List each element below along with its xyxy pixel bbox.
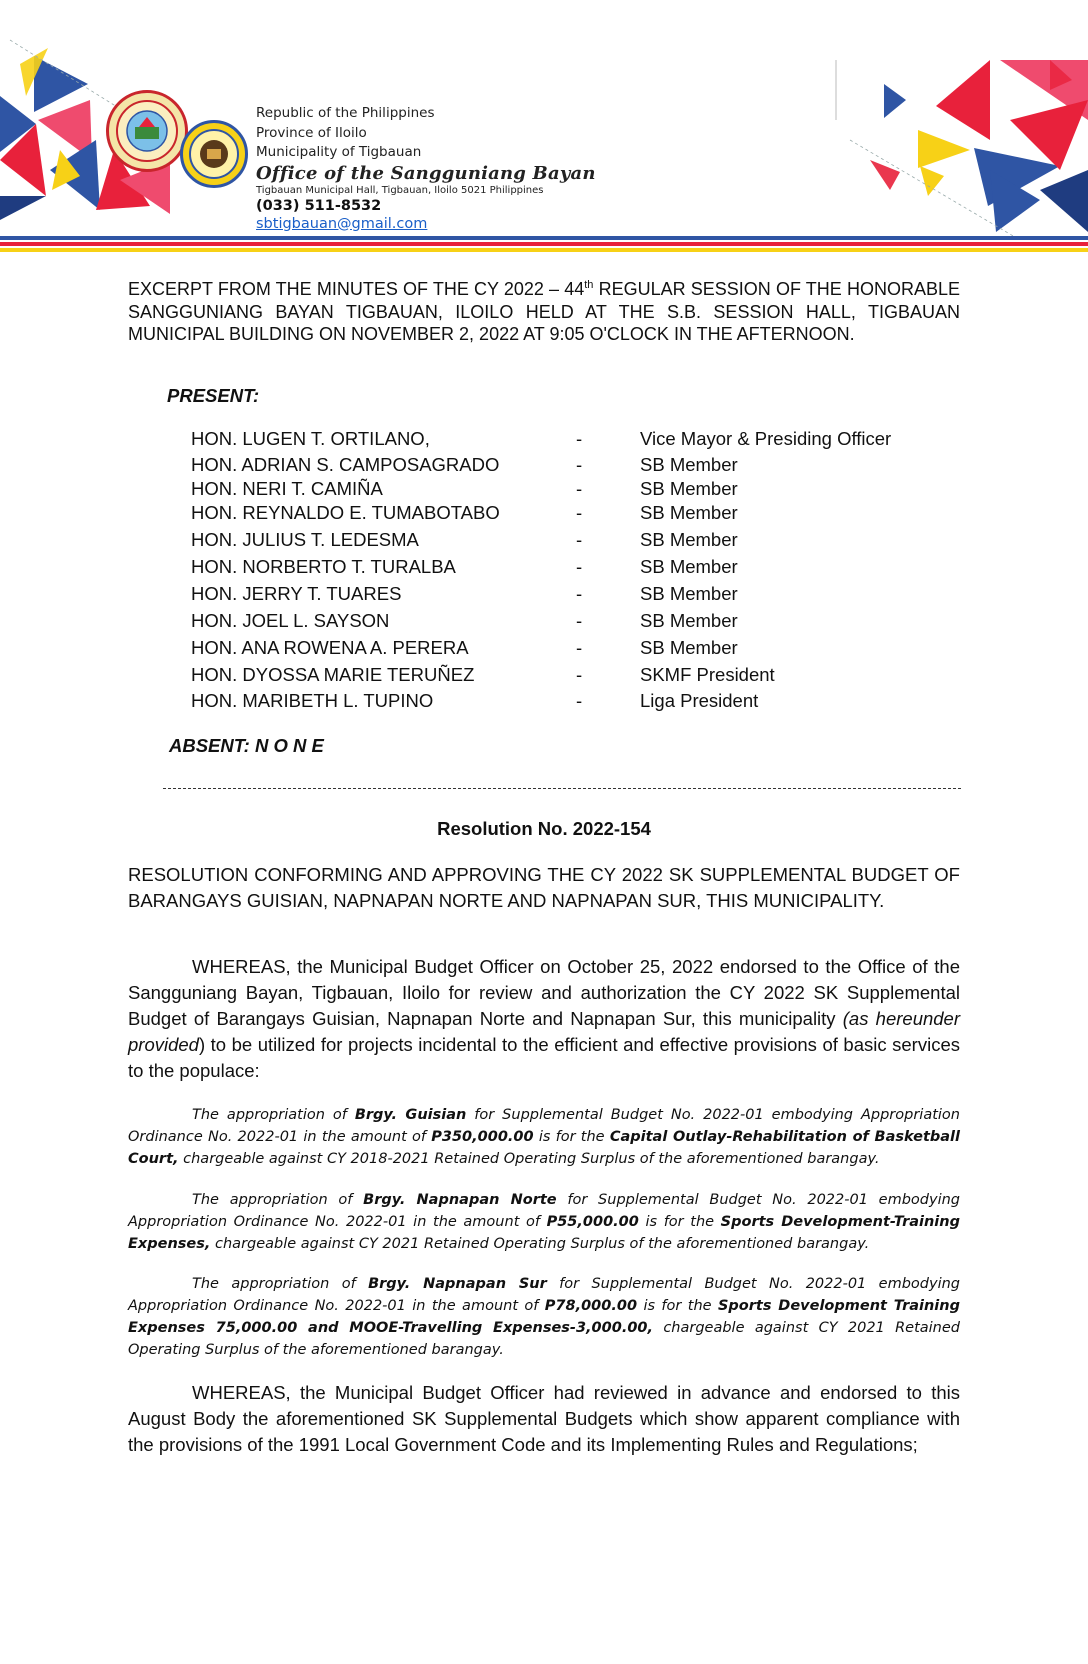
appropriation-napnapan-norte: The appropriation of Brgy. Napnapan Norte for Supplemental Budget No. 2022-01 embodying Appropriation Ordinance No. 2022-01 in the amount of P55,000.00 is for the Sports Development-Training Expenses, chargeable against CY 2021 Retained Operating Surplus of the aforementioned barangay. [128, 1192, 960, 1252]
resolution-number: Resolution No. 2022-154 [437, 818, 651, 839]
right-triangle-pattern [836, 60, 1088, 240]
country-line: Republic of the Philippines [256, 105, 435, 121]
office-address: Tigbauan Municipal Hall, Tigbauan, Iloilo 5021 Philippines [256, 184, 544, 196]
absent-line: ABSENT: N O N E [169, 735, 324, 756]
office-email-link[interactable]: sbtigbauan@gmail.com [256, 215, 428, 232]
present-heading: PRESENT: [167, 385, 260, 406]
municipality-seal [106, 90, 188, 172]
header-color-stripes [0, 236, 1088, 252]
section-divider [163, 788, 961, 789]
whereas-paragraph-1: WHEREAS, the Municipal Budget Officer on October 25, 2022 endorsed to the Office of the Sangguniang Bayan, Tigbauan, Iloilo for review and authorization the CY 2022 SK Supplemental Budget of Barangays Guisian, Napnapan Norte and Napnapan Sur, this municipality (as hereunder provided) to be utilized for projects incidental to the efficient and effective provisions of basic services to the populace: [128, 956, 961, 1081]
office-title: Office of the Sangguniang Bayan [256, 162, 596, 184]
appropriation-napnapan-sur: The appropriation of Brgy. Napnapan Sur for Supplemental Budget No. 2022-01 embodying Appropriation Ordinance No. 2022-01 in the amount of P78,000.00 is for the Sports Development Training Expenses 75,000.00 and MOOE-Travelling Expenses-3,000.00, chargeable against CY 2021 Retained Operating Surplus of the aforementioned barangay. [128, 1276, 960, 1358]
municipality-line: Municipality of Tigbauan [256, 144, 422, 160]
resolution-title: RESOLUTION CONFORMING AND APPROVING THE CY 2022 SK SUPPLEMENTAL BUDGET OF BARANGAYS GUISIAN, NAPNAPAN NORTE AND NAPNAPAN SUR, THIS MUNICIPALITY. [128, 864, 960, 911]
sangguniang-bayan-seal [180, 120, 248, 188]
letterhead [256, 104, 596, 233]
office-phone: (033) 511-8532 [256, 197, 382, 214]
whereas-paragraph-2: WHEREAS, the Municipal Budget Officer had reviewed in advance and endorsed to this August Body the aforementioned SK Supplemental Budgets which show apparent compliance with the provisions of the 1991 Local Government Code and its Implementing Rules and Regulations; [128, 1382, 960, 1455]
minutes-excerpt: EXCERPT FROM THE MINUTES OF THE CY 2022 – 44th REGULAR SESSION OF THE HONORABLE SANGGUNIANG BAYAN TIGBAUAN, ILOILO HELD AT THE S.B. SESSION HALL, TIGBAUAN MUNICIPAL BUILDING ON NOVEMBER 2, 2022 AT 9:05 O'CLOCK IN THE AFTERNOON. [128, 279, 960, 344]
province-line: Province of Iloilo [256, 124, 367, 141]
appropriation-guisian: The appropriation of Brgy. Guisian for Supplemental Budget No. 2022-01 embodying Appropriation Ordinance No. 2022-01 in the amount of P350,000.00 is for the Capital Outlay-Rehabilitation of Basketball Court, chargeable against CY 2018-2021 Retained Operating Surplus of the aforementioned barangay. [128, 1107, 960, 1167]
